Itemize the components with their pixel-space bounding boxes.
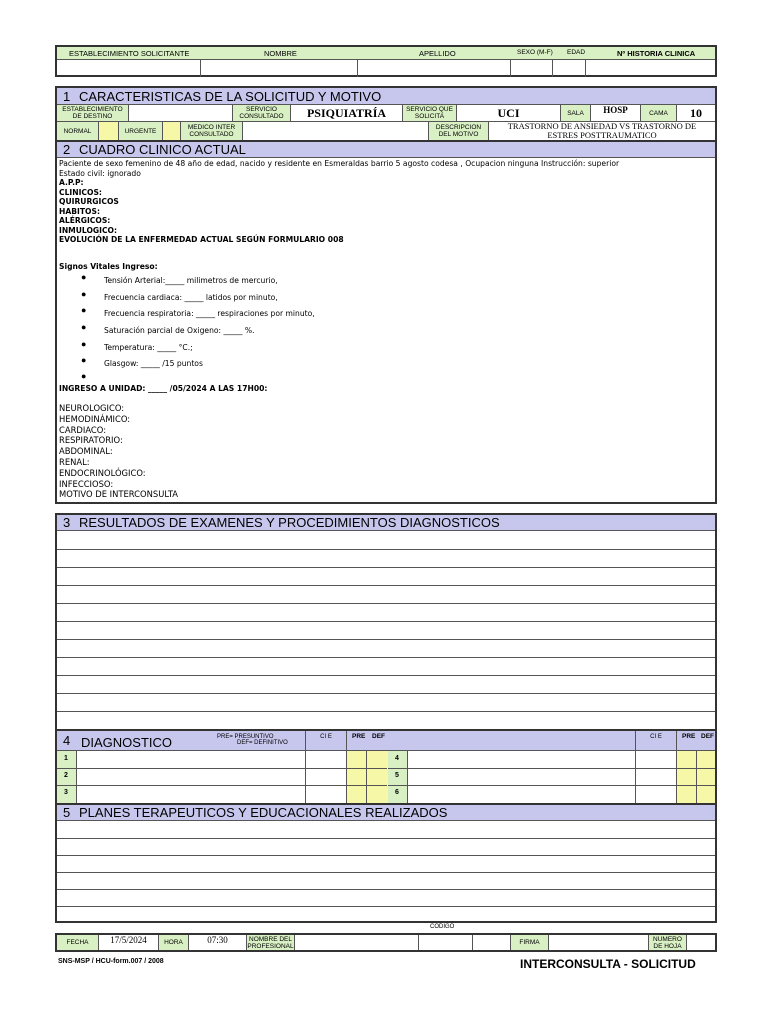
header-pre-left: PRE bbox=[352, 733, 366, 740]
input-codigo[interactable] bbox=[419, 935, 473, 950]
diag-row-num-4: 4 bbox=[395, 755, 399, 762]
section-solicitud-motivo bbox=[55, 86, 717, 142]
label-cama: CAMA bbox=[641, 105, 677, 121]
label-edad: EDAD bbox=[567, 49, 586, 56]
label-sala: SALA bbox=[561, 105, 591, 121]
value-cama[interactable]: 10 bbox=[690, 105, 702, 120]
vital-tension-arterial: Tensión Arterial:_____ milimetros de mercurio, bbox=[104, 276, 278, 285]
section2-number: 2 bbox=[63, 142, 71, 157]
input-establecimiento-destino[interactable] bbox=[129, 105, 233, 121]
system-endocrinologico: ENDOCRINOLÓGICO: bbox=[59, 467, 146, 478]
input-apellido[interactable] bbox=[358, 60, 510, 77]
label-servicio-consultado: SERVICIO CONSULTADO bbox=[233, 105, 291, 121]
diag-row-num-3: 3 bbox=[64, 789, 68, 796]
header-def-left: DEF bbox=[372, 733, 385, 740]
label-fecha: FECHA bbox=[57, 935, 99, 950]
header-cie-right: CI E bbox=[650, 734, 662, 740]
habitos-heading: HABITOS: bbox=[59, 206, 100, 216]
bullet-icon: ● bbox=[81, 289, 87, 299]
clinicos-heading: CLINICOS: bbox=[59, 187, 102, 197]
label-firma: FIRMA bbox=[511, 935, 549, 950]
system-hemodinamico: HEMODINÁMICO: bbox=[59, 413, 131, 424]
section1-title: CARACTERISTICAS DE LA SOLICITUD Y MOTIVO bbox=[79, 89, 382, 104]
label-nombre-profesional: NOMBRE DEL PROFESIONAL bbox=[247, 935, 294, 950]
system-review-list bbox=[59, 403, 178, 500]
section-cuadro-clinico bbox=[55, 142, 717, 504]
label-urgente: URGENTE bbox=[119, 122, 163, 140]
input-medico-interconsultado[interactable] bbox=[243, 122, 429, 140]
app-heading: A.P.P: bbox=[59, 178, 84, 187]
section5-title: PLANES TERAPEUTICOS Y EDUCACIONALES REALIZADOS bbox=[79, 805, 448, 820]
form-code: SNS-MSP / HCU-form.007 / 2008 bbox=[58, 958, 164, 965]
section3-title: RESULTADOS DE EXAMENES Y PROCEDIMIENTOS DIAGNOSTICOS bbox=[79, 515, 500, 530]
bullet-icon: ● bbox=[81, 272, 87, 282]
diagnosis-table-left bbox=[57, 751, 388, 803]
input-edad[interactable] bbox=[553, 60, 585, 77]
patient-header-table bbox=[55, 45, 717, 77]
diag-row-num-5: 5 bbox=[395, 772, 399, 779]
vital-temperatura: Temperatura: _____ °C.; bbox=[104, 343, 193, 352]
section3-number: 3 bbox=[63, 515, 71, 530]
input-nombre[interactable] bbox=[201, 60, 357, 77]
label-sexo: SEXO (M-F) bbox=[517, 49, 553, 56]
checkbox-urgente[interactable] bbox=[163, 122, 181, 140]
vital-frecuencia-respiratoria: Frecuencia respiratoria: _____ respiraciones por minuto, bbox=[104, 309, 315, 318]
label-establecimiento-destino: ESTABLECIMIENTO DE DESTINO bbox=[57, 105, 129, 121]
system-respiratorio: RESPIRATORIO: bbox=[59, 435, 123, 446]
header-def-right: DEF bbox=[701, 733, 714, 740]
legend-definitivo: DEF= DEFINITIVO bbox=[237, 740, 288, 746]
section4-title: DIAGNOSTICO bbox=[81, 735, 173, 750]
diag-row-num-1: 1 bbox=[64, 755, 68, 762]
label-establecimiento-solicitante: ESTABLECIMIENTO SOLICITANTE bbox=[69, 49, 190, 58]
label-servicio-solicita: SERVICIO QUE SOLICITA bbox=[403, 105, 457, 121]
section3-titlebar bbox=[57, 515, 715, 531]
system-neurologico: NEUROLOGICO: bbox=[59, 403, 125, 413]
label-normal: NORMAL bbox=[57, 122, 99, 140]
label-hora: HORA bbox=[159, 935, 189, 950]
label-medico-interconsultado: MEDICO INTER CONSULTADO bbox=[181, 122, 243, 140]
label-apellido: APELLIDO bbox=[419, 49, 456, 58]
section-planes-terapeuticos bbox=[55, 805, 717, 923]
section1-row-priority bbox=[57, 122, 715, 140]
input-nombre-profesional[interactable] bbox=[295, 935, 419, 950]
label-descripcion-motivo: DESCRIPCION DEL MOTIVO bbox=[429, 122, 489, 140]
evolucion-heading: EVOLUCIÓN DE LA ENFERMEDAD ACTUAL SEGÚN FORMULARIO 008 bbox=[59, 235, 344, 244]
header-cie-left: CI E bbox=[320, 734, 332, 740]
label-codigo: CODIGO bbox=[430, 924, 455, 930]
alergicos-heading: ALÉRGICOS: bbox=[59, 216, 111, 225]
header-pre-right: PRE bbox=[682, 733, 696, 740]
legend-presuntivo: PRE= PRESUNTIVO bbox=[217, 734, 274, 740]
patient-header-values bbox=[57, 60, 715, 77]
input-establecimiento-solicitante[interactable] bbox=[57, 60, 200, 77]
diagnosis-table-right bbox=[388, 751, 715, 803]
system-renal: RENAL: bbox=[59, 456, 90, 467]
patient-header-labels bbox=[57, 47, 715, 60]
clinical-notes[interactable] bbox=[59, 159, 713, 245]
bullet-icon: ● bbox=[81, 322, 87, 332]
signos-vitales-heading: Signos Vitales Ingreso: bbox=[59, 262, 158, 271]
section2-title: CUADRO CLINICO ACTUAL bbox=[79, 142, 246, 157]
label-historia-clinica: Nº HISTORIA CLINICA bbox=[617, 49, 696, 58]
inmulogico-heading: INMULOGICO: bbox=[59, 225, 118, 235]
input-numero-hoja[interactable] bbox=[687, 935, 715, 950]
value-sala[interactable]: HOSP bbox=[591, 105, 641, 121]
diag-input-left[interactable] bbox=[78, 751, 304, 803]
section1-titlebar bbox=[57, 88, 715, 105]
value-servicio-consultado[interactable]: PSIQUIATRÍA bbox=[291, 105, 403, 121]
diag-row-num-6: 6 bbox=[395, 789, 399, 796]
value-fecha[interactable]: 17/5/2024 bbox=[99, 935, 159, 950]
vital-glasgow: Glasgow: _____ /15 puntos bbox=[104, 359, 203, 368]
value-servicio-solicita[interactable]: UCI bbox=[457, 105, 561, 121]
form-title: INTERCONSULTA - SOLICITUD bbox=[520, 957, 696, 971]
label-numero-hoja: NUMERO DE HOJA bbox=[649, 935, 687, 950]
input-sexo[interactable] bbox=[511, 60, 552, 77]
input-firma[interactable] bbox=[549, 935, 649, 950]
section-diagnostico bbox=[55, 731, 717, 805]
value-hora[interactable]: 07:30 bbox=[189, 935, 247, 950]
section4-number: 4 bbox=[63, 733, 71, 748]
bullet-icon: ● bbox=[81, 305, 87, 315]
input-historia-clinica[interactable] bbox=[586, 60, 715, 77]
bullet-icon: ● bbox=[81, 339, 87, 349]
patient-intro: Paciente de sexo femenino de 48 año de edad, nacido y residente en Esmeraldas barrio 5 agosto codesa , Ocupacion ninguna Instrucción: superior bbox=[59, 159, 620, 168]
diag-row-num-2: 2 bbox=[64, 772, 68, 779]
quirurgicos-heading: QUIRURGICOS bbox=[59, 197, 119, 206]
vital-frecuencia-cardiaca: Frecuencia cardiaca: _____ latidos por minuto, bbox=[104, 293, 278, 302]
section1-row-service bbox=[57, 105, 715, 122]
signature-footer bbox=[55, 933, 717, 952]
vital-saturacion-oxigeno: Saturación parcial de Oxigeno: _____ %. bbox=[104, 326, 255, 335]
motivo-interconsulta: MOTIVO DE INTERCONSULTA bbox=[59, 489, 179, 500]
section1-number: 1 bbox=[63, 89, 71, 104]
section4-titlebar bbox=[57, 731, 715, 751]
label-nombre: NOMBRE bbox=[264, 49, 297, 58]
value-descripcion-motivo[interactable]: TRASTORNO DE ANSIEDAD VS TRASTORNO DE ESTRES POSTTRAUMATICO bbox=[507, 121, 697, 140]
input-codigo-extra[interactable] bbox=[473, 935, 511, 950]
ingreso-unidad: INGRESO A UNIDAD: _____ /05/2024 A LAS 17H00: bbox=[59, 384, 268, 393]
diag-input-right[interactable] bbox=[409, 751, 634, 803]
system-abdominal: ABDOMINAL: bbox=[59, 446, 113, 457]
checkbox-normal[interactable] bbox=[99, 122, 119, 140]
system-cardiaco: CARDIACO: bbox=[59, 424, 107, 435]
section2-titlebar bbox=[57, 142, 715, 158]
section-resultados-examenes bbox=[55, 513, 717, 731]
bullet-icon: ● bbox=[81, 371, 87, 381]
system-infeccioso: INFECCIOSO: bbox=[59, 478, 114, 489]
section5-number: 5 bbox=[63, 805, 71, 820]
bullet-icon: ● bbox=[81, 355, 87, 365]
estado-civil: Estado civil: ignorado bbox=[59, 168, 141, 178]
section5-titlebar bbox=[57, 805, 715, 821]
